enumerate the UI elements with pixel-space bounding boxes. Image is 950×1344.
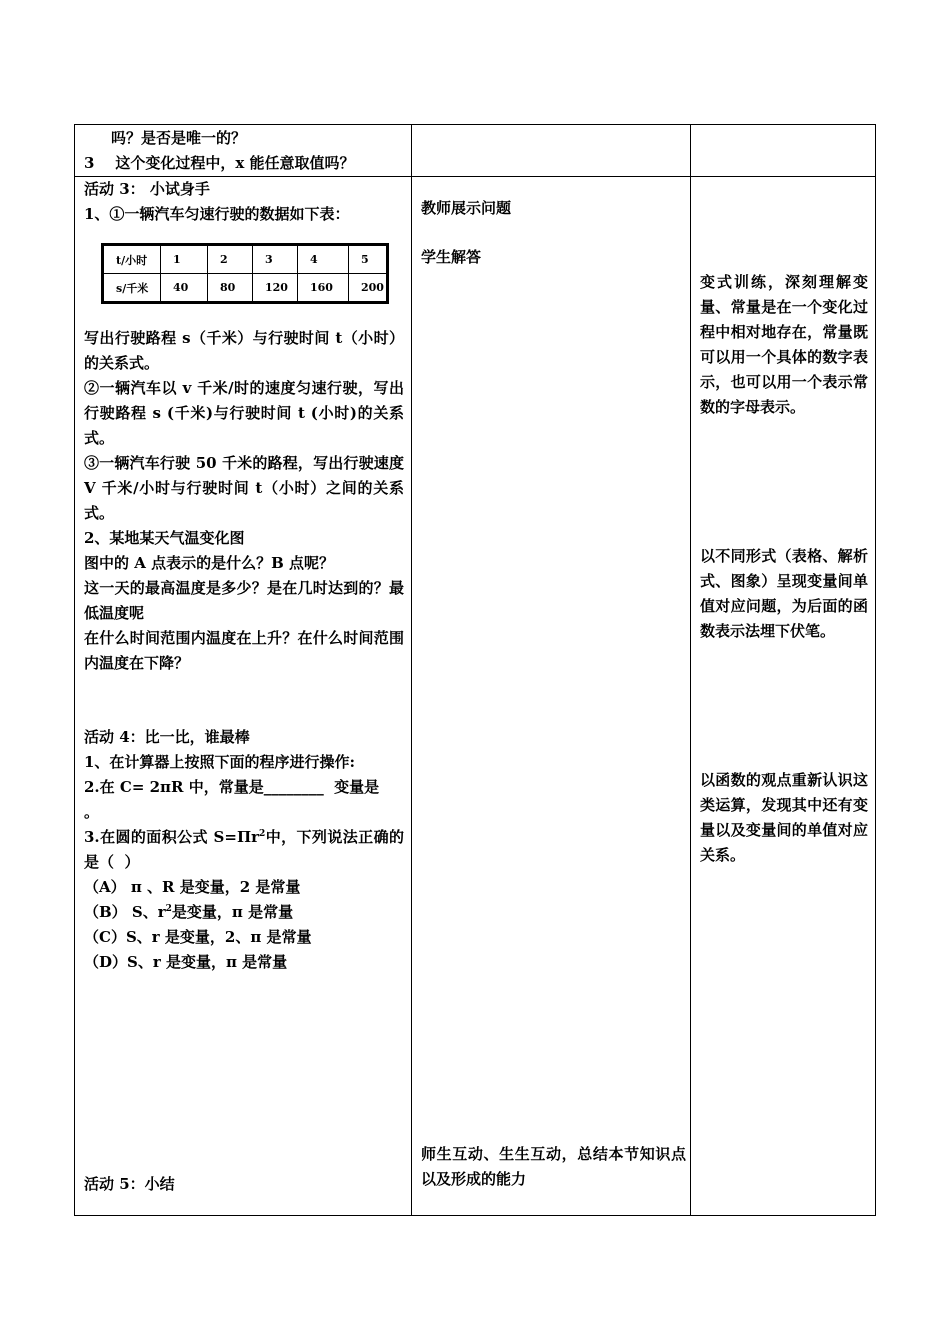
table-cell: 40 bbox=[161, 274, 208, 303]
activity-3-question-1: 1、①一辆汽车匀速行驶的数据如下表： bbox=[84, 205, 350, 223]
activity-4-question-2-tail: 。 bbox=[84, 803, 100, 821]
activity-3-part-2: ②一辆汽车以 v 千米/时的速度匀速行驶，写出行驶路程 s (千米)与行驶时间 t (小时)的关系式。 bbox=[84, 379, 404, 447]
table-row bbox=[103, 274, 388, 303]
activity-3-question-2a: 图中的 A 点表示的是什么？B 点呢？ bbox=[84, 554, 334, 572]
summary-activity: 师生互动、生生互动，总结本节知识点以及形成的能力 bbox=[421, 1145, 686, 1188]
lesson-plan-table bbox=[74, 124, 876, 1216]
table-cell: 80 bbox=[208, 274, 253, 303]
option-a: （A） π 、R 是变量，2 是常量 bbox=[84, 878, 301, 896]
column-divider-1 bbox=[411, 125, 412, 1215]
table-cell: 160 bbox=[298, 274, 349, 303]
column-divider-2 bbox=[690, 125, 691, 1215]
table-cell: 200 bbox=[349, 274, 388, 303]
activity-4-question-2: 2.在 C= 2πR 中，常量是________ 变量是 bbox=[84, 778, 380, 796]
table-cell: 4 bbox=[298, 245, 349, 274]
activity-4-question-3: 3.在圆的面积公式 $S=\Pi r^2$中，下列说法正确的是（ ） bbox=[84, 828, 404, 871]
table-cell: t/小时 bbox=[103, 245, 161, 274]
option-d: （D）S、r 是变量，π 是常量 bbox=[84, 953, 288, 971]
table-cell: 120 bbox=[253, 274, 298, 303]
activity-4-question-1: 1、在计算器上按照下面的程序进行操作: bbox=[84, 753, 355, 771]
activity-3-question-2c: 在什么时间范围内温度在上升？在什么时间范围内温度在下降？ bbox=[84, 629, 404, 672]
activity-4-title: 活动 4：比一比，谁最棒 bbox=[84, 728, 250, 746]
teacher-activity: 教师展示问题 bbox=[421, 199, 512, 217]
table-cell: s/千米 bbox=[103, 274, 161, 303]
design-note-1: 变式训练，深刻理解变量、常量是在一个变化过程中相对地存在，常量既可以用一个具体的数字表示，也可以用一个表示常数的字母表示。 bbox=[700, 273, 868, 416]
table-cell: 1 bbox=[161, 245, 208, 274]
activity-3-title: 活动 3： 小试身手 bbox=[84, 180, 210, 198]
activity-3-part-3: ③一辆汽车行驶 50 千米的路程，写出行驶速度 V 千米/小时与行驶时间 t（小时）之间的关系式。 bbox=[84, 454, 404, 522]
activity-3-part-1: 写出行驶路程 s（千米）与行驶时间 t（小时）的关系式。 bbox=[84, 329, 404, 372]
activity-3-question-2b: 这一天的最高温度是多少？是在几时达到的？最低温度呢 bbox=[84, 579, 404, 622]
activity-3-question-2: 2、某地某天气温变化图 bbox=[84, 529, 245, 547]
activity-5-title: 活动 5：小结 bbox=[84, 1175, 175, 1193]
table-cell: 5 bbox=[349, 245, 388, 274]
student-activity: 学生解答 bbox=[421, 248, 482, 266]
table-row bbox=[103, 245, 388, 274]
speed-data-table bbox=[101, 243, 389, 304]
design-note-2: 以不同形式（表格、解析式、图象）呈现变量间单值对应问题，为后面的函数表示法埋下伏笔。 bbox=[700, 547, 868, 640]
question-2-continued: 吗？是否是唯一的？ bbox=[111, 129, 247, 147]
question-3: 3 这个变化过程中，x 能任意取值吗？ bbox=[84, 154, 355, 172]
option-c: （C）S、r 是变量，2、π 是常量 bbox=[84, 928, 312, 946]
table-cell: 3 bbox=[253, 245, 298, 274]
table-cell: 2 bbox=[208, 245, 253, 274]
option-b: （B） S、$r^2$是变量，π 是常量 bbox=[84, 903, 294, 921]
design-note-3: 以函数的观点重新认识这类运算，发现其中还有变量以及变量间的单值对应关系。 bbox=[700, 771, 868, 864]
